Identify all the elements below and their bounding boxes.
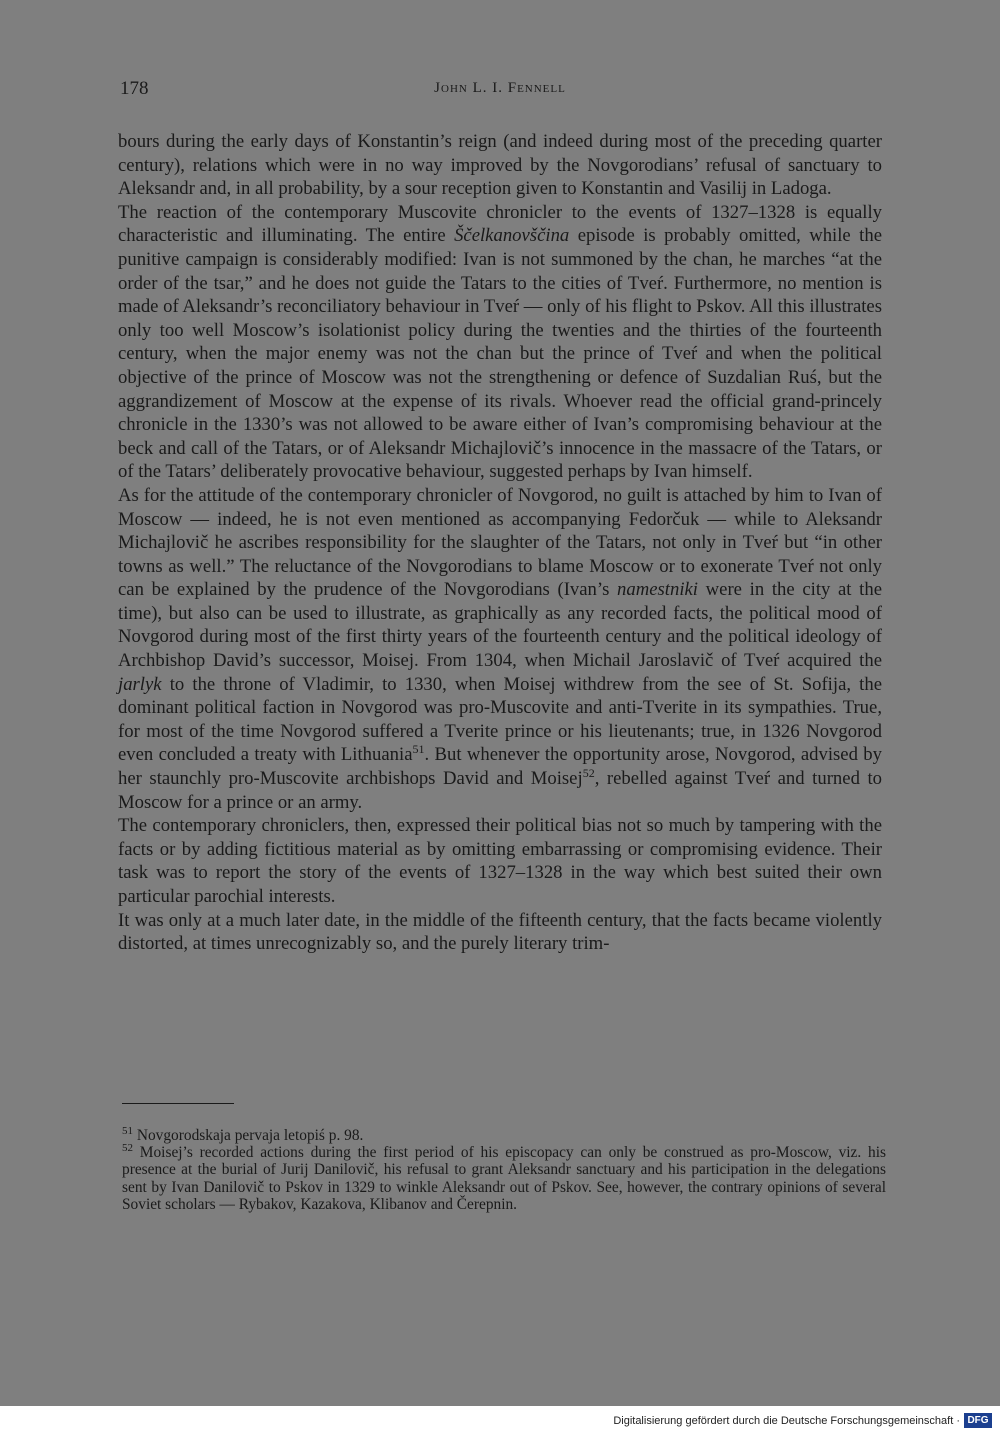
paragraph-3-text-e: , rebelled against Tveŕ and turned to Moscow for a prince or an army. — [118, 768, 883, 813]
paragraph-1 — [118, 130, 882, 201]
page-header — [0, 78, 1000, 102]
paragraph-2 — [118, 201, 882, 484]
paragraph-2-text-a: The reaction of the contemporary Muscovite chronicler to the events of 1327–1328 is equally characteristic and illuminating. The entire — [118, 201, 882, 247]
term-scelkanovscina: Ščelkanovščina — [454, 225, 570, 247]
footnote-text: Novgorodskaja pervaja letopiś p. 98. — [133, 1127, 364, 1144]
paragraph-3-text-b: were in the city at the time), but also can be used to illustrate, as graphically as any recorded facts, the political mood of Novgorod during most of the first thirty years of the fourteenth century and the political ideology of Archbishop David’s successor, Moisej. From 1304, when Michail Jaroslavič of Tveŕ acquired the — [118, 579, 882, 672]
paragraph-2-text-b: episode is probably omitted, while the punitive campaign is considerably modified: Ivan is not summoned by the chan, he marches “at the order of the tsar,” and he does not guide the Tatars to the cities of Tveŕ. Furthermore, no mention is made of Aleksandr’s reconciliatory behaviour in Tveŕ — only of his flight to Pskov. All this illustrates only too well Moscow’s isolationist policy during the twenties and the thirties of the fourteenth century, when the major enemy was not the chan but the prince of Tveŕ and when the political objective of the prince of Moscow was not the strengthening or defence of Suzdalian Ruś, but the aggrandizement of Moscow at the expense of its rivals. Whoever read the official grand-princely chronicle in the 1330’s was not allowed to be aware either of Ivan’s compromising behaviour at the beck and call of the Tatars, or of Aleksandr Michajlovič’s innocence in the massacre of the Tatars, or of the Tatars’ deliberately provocative behaviour, suggested perhaps by Ivan himself. — [118, 225, 882, 483]
footnotes — [122, 1124, 886, 1213]
digitization-credit-bar — [0, 1406, 1000, 1435]
dfg-logo[interactable]: DFG — [964, 1413, 992, 1428]
paragraph-5-text: It was only at a much later date, in the middle of the fifteenth century, that the facts became violently distorted, at times unrecognizably so, and the purely literary trim- — [118, 909, 882, 955]
digitization-credit: Digitalisierung gefördert durch die Deutsche Forschungsgemeinschaft · — [613, 1415, 960, 1427]
paragraph-4 — [118, 814, 882, 908]
term-jarlyk: jarlyk — [118, 673, 162, 695]
body-text — [118, 130, 882, 956]
page-number: 178 — [120, 78, 149, 99]
term-namestniki: namestniki — [617, 579, 698, 601]
footnote-ref-52[interactable]: 52 — [582, 765, 595, 780]
footnote-mark: 51 — [122, 1124, 133, 1137]
footnote-divider — [122, 1103, 234, 1104]
paragraph-3-text-c: to the throne of Vladimir, to 1330, when Moisej withdrew from the see of St. Sofija, the dominant political faction in Novgorod was pro-Muscovite and anti-Tverite in its sympathies. True, for most of the time Novgorod suffered a Tverite prince or his lieutenants; true, in 1326 Novgorod even concluded a treaty with Lithuania — [118, 673, 882, 766]
footnote-text: Moisej’s recorded actions during the first period of his episcopacy can only be construed as pro-Moscow, viz. his presence at the burial of Jurij Danilovič, his refusal to grant Aleksandr sanctuary and his participation in the delegations sent by Ivan Danilovič to Pskov in 1329 to winkle Aleksandr out of Pskov. See, however, the contrary opinions of several Soviet scholars — Rybakov, Kazakova, Klibanov and Čerepnin. — [122, 1144, 886, 1213]
paragraph-4-text: The contemporary chroniclers, then, expressed their political bias not so much by tampering with the facts or by adding fictitious material as by omitting embarrassing or compromising evidence. Their task was to report the story of the events of 1327–1328 in the way which best suited their own particular parochial interests. — [118, 815, 882, 907]
paragraph-5 — [118, 909, 882, 956]
paragraph-3 — [118, 484, 882, 814]
paragraph-1-text: bours during the early days of Konstantin’s reign (and indeed during most of the preceding quarter century), relations which were in no way improved by the Novgorodians’ refusal of sanctuary to Aleksandr and, in all probability, by a sour reception given to Konstantin and Vasilij in Ladoga. — [118, 131, 882, 200]
footnote-52 — [122, 1144, 886, 1213]
footnote-mark: 52 — [122, 1142, 133, 1155]
footnote-ref-51[interactable]: 51 — [412, 742, 425, 757]
footnote-51 — [122, 1124, 886, 1144]
running-head: John L. I. Fennell — [434, 80, 566, 96]
paragraph-3-text-d: . But whenever the opportunity arose, Novgorod, advised by her staunchly pro-Muscovite archbishops David and Moisej — [118, 744, 882, 790]
paragraph-3-text-a: As for the attitude of the contemporary chronicler of Novgorod, no guilt is attached by him to Ivan of Moscow — indeed, he is not even mentioned as accompanying Fedorčuk — while to Aleksandr Michajlovič he ascribes responsibility for the slaughter of the Tatars, not only in Tveŕ but “in other towns as well.” The reluctance of the Novgorodians to blame Moscow or to exonerate Tveŕ not only can be explained by the prudence of the Novgorodians (Ivan’s — [118, 484, 882, 601]
